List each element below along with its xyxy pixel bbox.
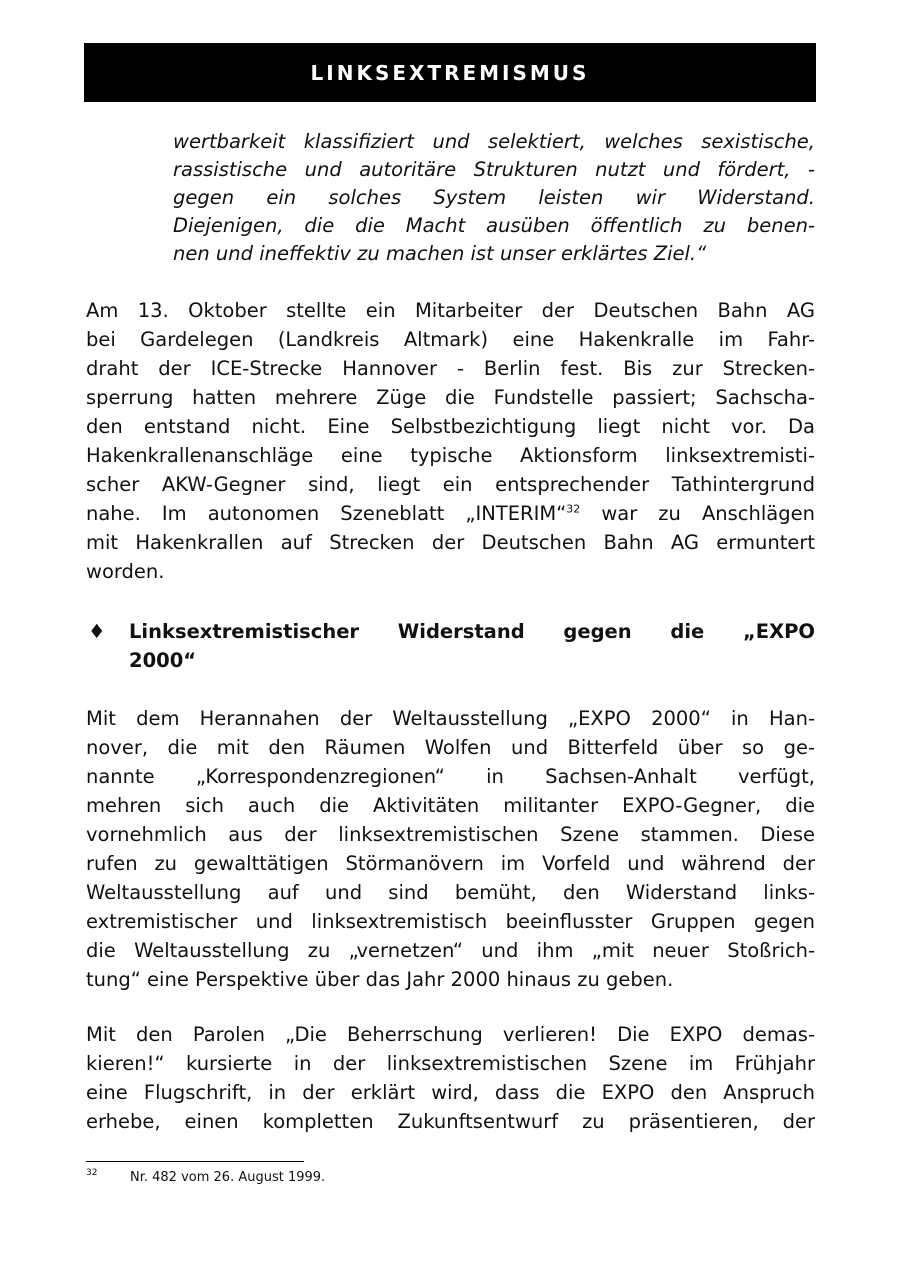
text-line: vornehmlich aus der linksextremistischen Szene stammen. Diese: [86, 823, 815, 846]
heading-line: Linksextremistischer Widerstand gegen die „EXPO: [129, 620, 815, 643]
text-line: scher AKW-Gegner sind, liegt ein entsprechender Tathintergrund: [86, 473, 815, 496]
text-line: mit Hakenkrallen auf Strecken der Deutschen Bahn AG ermuntert: [86, 531, 815, 554]
footnote-text: Nr. 482 vom 26. August 1999.: [130, 1170, 326, 1185]
text-line: nover, die mit den Räumen Wolfen und Bitterfeld über so ge-: [86, 736, 815, 759]
page-header: [84, 43, 816, 102]
text-line: mehren sich auch die Aktivitäten militanter EXPO-Gegner, die: [86, 794, 815, 817]
footnote-number: 32: [86, 1168, 98, 1178]
text-line: Hakenkrallenanschläge eine typische Aktionsform linksextremisti-: [86, 444, 815, 467]
footnote: [86, 1168, 326, 1185]
text-line: Mit den Parolen „Die Beherrschung verlieren! Die EXPO demas-: [86, 1023, 815, 1046]
text-line: tung“ eine Perspektive über das Jahr 2000 hinaus zu geben.: [86, 968, 674, 991]
text-line: rassistische und autoritäre Strukturen nutzt und fördert, -: [173, 158, 815, 181]
header-title: LINKSEXTREMISMUS: [310, 60, 590, 85]
paragraph-3: [86, 1020, 815, 1136]
text-line: gegen ein solches System leisten wir Widerstand.: [173, 186, 815, 209]
text-line: draht der ICE-Strecke Hannover - Berlin fest. Bis zur Strecken-: [86, 357, 815, 380]
text-line: bei Gardelegen (Landkreis Altmark) eine Hakenkralle im Fahr-: [86, 328, 815, 351]
text-line: Mit dem Herannahen der Weltausstellung „EXPO 2000“ in Han-: [86, 707, 815, 730]
text-line: eine Flugschrift, in der erklärt wird, dass die EXPO den Anspruch: [86, 1081, 815, 1104]
text-line: worden.: [86, 560, 165, 583]
heading-line: 2000“: [129, 649, 197, 672]
text-line: extremistischer und linksextremistisch beeinflusster Gruppen gegen: [86, 910, 815, 933]
text-line: Diejenigen, die die Macht ausüben öffentlich zu benen-: [173, 214, 815, 237]
line-text: nahe. Im autonomen Szeneblatt „INTERIM“: [86, 502, 567, 525]
text-line: wertbarkeit klassifiziert und selektiert, welches sexistische,: [173, 130, 815, 153]
section-heading: [86, 617, 815, 675]
line-text: war zu Anschlägen: [580, 502, 815, 525]
text-line: den entstand nicht. Eine Selbstbezichtigung liegt nicht vor. Da: [86, 415, 815, 438]
text-line: Weltausstellung auf und sind bemüht, den Widerstand links-: [86, 881, 815, 904]
text-line: die Weltausstellung zu „vernetzen“ und ihm „mit neuer Stoßrich-: [86, 939, 815, 962]
quote-block: [173, 128, 815, 268]
text-line: [86, 499, 815, 528]
text-line: erhebe, einen kompletten Zukunftsentwurf zu präsentieren, der: [86, 1110, 815, 1133]
text-line: rufen zu gewalttätigen Störmanövern im Vorfeld und während der: [86, 852, 815, 875]
text-line: nen und ineffektiv zu machen ist unser erklärtes Ziel.“: [173, 242, 707, 265]
paragraph-1: [86, 296, 815, 586]
text-line: kieren!“ kursierte in der linksextremistischen Szene im Frühjahr: [86, 1052, 815, 1075]
footnote-divider: [86, 1161, 304, 1162]
text-line: Am 13. Oktober stellte ein Mitarbeiter der Deutschen Bahn AG: [86, 299, 815, 322]
text-line: nannte „Korrespondenzregionen“ in Sachsen-Anhalt verfügt,: [86, 765, 815, 788]
diamond-bullet-icon: ♦: [88, 620, 106, 643]
paragraph-2: [86, 704, 815, 994]
footnote-reference[interactable]: 32: [566, 502, 581, 516]
text-line: sperrung hatten mehrere Züge die Fundstelle passiert; Sachscha-: [86, 386, 815, 409]
